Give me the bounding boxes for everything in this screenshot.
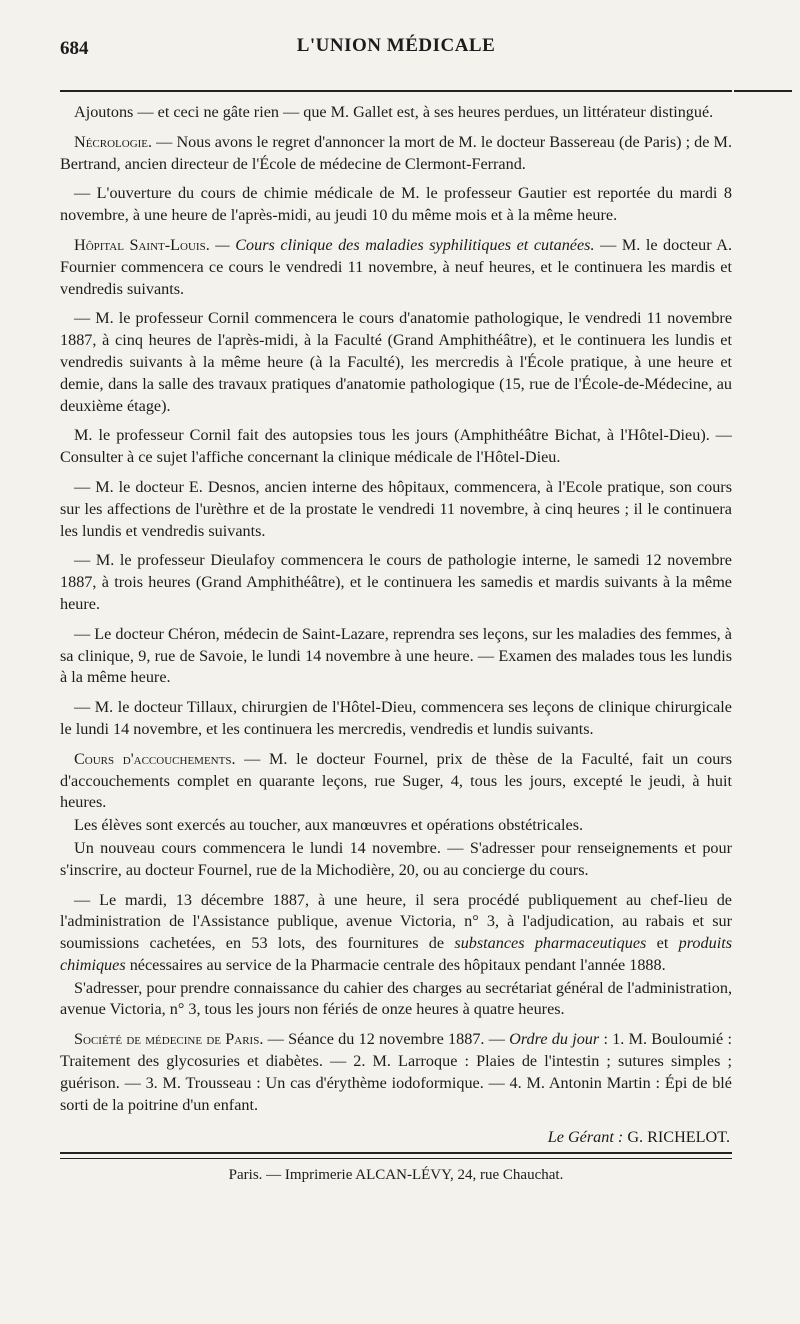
signature-name: G. RICHELOT. — [627, 1128, 730, 1147]
paragraph — [60, 235, 732, 300]
paragraph — [60, 978, 732, 1022]
page-header — [60, 30, 732, 64]
paragraph — [60, 550, 732, 615]
paragraph-text: : 1. M. Bouloumié : Traitement des glycosuries et diabètes. — 2. M. Larroque : Plaies de l'intestin ; sutures simples ; guérison. — 3. M. Trousseau : Un cas d'érythème iodoformique. — 4. M. Antonin Martin : Épi de blé sorti de la poitrine d'un enfant. — [60, 1030, 732, 1114]
signature-label: Le Gérant : — [547, 1128, 624, 1147]
paragraph-text: — M. le docteur A. Fournier commencera ce cours le vendredi 11 novembre, à neuf heures, et le continuera les mardis et vendredis suivants. — [60, 235, 732, 298]
paragraph-text: — Le mardi, 13 décembre 1887, à une heure, il sera procédé publiquement au chef-lieu de l'administration de l'Assistance publique, avenue Victoria, n° 3, à l'adjudication, au rabais et sur soumissions cachetées, en 53 lots, des fournitures de — [60, 890, 732, 953]
signature-rule — [60, 1152, 732, 1154]
journal-title: L'UNION MÉDICALE — [296, 35, 496, 56]
section-lead: Société de médecine de Paris. — [74, 1030, 264, 1049]
paragraph — [60, 308, 732, 417]
paragraph-text: S'adresser, pour prendre connaissance du cahier des charges au secrétariat général de l'administration, avenue Victoria, n° 3, tous les jours non fériés de onze heures à quatre heures. — [60, 978, 732, 1019]
signature-rule-thin — [60, 1158, 732, 1159]
paragraph — [60, 183, 732, 227]
paragraph — [60, 477, 732, 542]
paragraph — [60, 102, 732, 124]
paragraph-text: — M. le docteur E. Desnos, ancien interne des hôpitaux, commencera, à l'Ecole pratique, son cours sur les affections de l'urèthre et de la prostate le vendredi 11 novembre, à cinq heures ; il le continuera les lundis et vendredis suivants. — [60, 477, 732, 540]
page-number: 684 — [60, 38, 89, 59]
paragraph — [60, 132, 732, 176]
paragraph-text: nécessaires au service de la Pharmacie centrale des hôpitaux pendant l'année 1888. — [125, 955, 666, 974]
section-lead: Nécrologie. — [74, 132, 153, 151]
paragraph-text: Ajoutons — et ceci ne gâte rien — que M. Gallet est, à ses heures perdues, un littérateur distingué. — [74, 103, 714, 121]
paragraph-text: — L'ouverture du cours de chimie médicale de M. le professeur Gautier est reportée du mardi 8 novembre, à une heure de l'après-midi, au jeudi 10 du même mois et à la même heure. — [60, 184, 732, 225]
paragraph-text: et — [646, 934, 679, 953]
paragraph — [60, 815, 732, 837]
paragraph-text: — M. le professeur Cornil commencera le cours d'anatomie pathologique, le vendredi 11 novembre 1887, à cinq heures de l'après-midi, à la Faculté (Grand Amphithéâtre), et le continuera les lundis et vendredis suivants à la même heure (à la Faculté), les mercredis à l'École pratique, à une heure et demie, dans la salle des travaux pratiques d'anatomie pathologique (15, rue de l'École-de-Médecine, au deuxième étage). — [60, 309, 732, 415]
header-rule — [60, 90, 732, 92]
paragraph-text: — M. le professeur Dieulafoy commencera le cours de pathologie interne, le samedi 12 novembre 1887, à trois heures (Grand Amphithéâtre), et le continuera les samedis et mardis suivants à la même heure. — [60, 551, 732, 613]
imprint: Paris. — Imprimerie ALCAN-LÉVY, 24, rue Chauchat. — [228, 1167, 564, 1184]
paragraph — [60, 838, 732, 882]
paragraph-text: Les élèves sont exercés au toucher, aux manœuvres et opérations obstétricales. — [74, 816, 584, 835]
paragraph-text: — Le docteur Chéron, médecin de Saint-Lazare, reprendra ses leçons, sur les maladies des femmes, à sa clinique, 9, rue de Savoie, le lundi 14 novembre à une heure. — Examen des malades tous les lundis à la même heure. — [60, 624, 732, 687]
paragraph-text: — M. le docteur Fournel, prix de thèse de la Faculté, fait un cours d'accouchements complet en quarante leçons, rue Suger, 4, tous les jours, excepté le jeudi, à huit heures. — [60, 749, 732, 812]
paragraph-text: Un nouveau cours commencera le lundi 14 novembre. — S'adresser pour renseignements et pour s'inscrire, au docteur Fournel, rue de la Michodière, 20, ou au concierge du cours. — [60, 838, 732, 879]
paragraph-text: substances pharmaceutiques — [454, 934, 647, 953]
paragraph-text: M. le professeur Cornil fait des autopsies tous les jours (Amphithéâtre Bichat, à l'Hôtel-Dieu). — Consulter à ce sujet l'affiche concernant la clinique médicale de l'Hôtel-Dieu. — [60, 426, 732, 467]
paragraph-text: — Cours clinique des maladies syphilitiques et cutanées. — [209, 235, 595, 254]
paragraph — [60, 749, 732, 814]
paragraph-text: — Séance du 12 novembre 1887. — — [263, 1030, 510, 1049]
section-lead: Hôpital Saint-Louis. — [74, 235, 210, 254]
article-body — [60, 102, 732, 1116]
paragraph — [60, 425, 732, 469]
paragraph-text: — M. le docteur Tillaux, chirurgien de l'Hôtel-Dieu, commencera ses leçons de clinique chirurgicale le lundi 14 novembre, et les continuera les mercredis, vendredis et lundis suivants. — [60, 698, 732, 738]
paragraph — [60, 890, 732, 977]
signature — [60, 1128, 732, 1147]
paragraph-text: — Nous avons le regret d'annoncer la mort de M. le docteur Bassereau (de Paris) ; de M. Bertrand, ancien directeur de l'École de médecine de Clermont-Ferrand. — [60, 132, 732, 173]
section-lead: Cours d'accouchements. — [74, 749, 236, 768]
paragraph — [60, 697, 732, 741]
paragraph — [60, 1029, 732, 1116]
paragraph — [60, 624, 732, 689]
paragraph-text: Ordre du jour — [509, 1030, 600, 1049]
paragraph-text: produits chimiques — [60, 934, 732, 974]
